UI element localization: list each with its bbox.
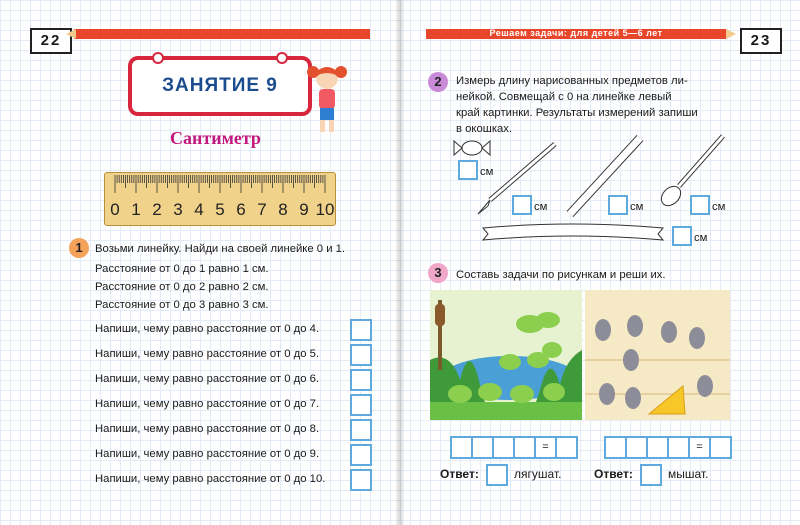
task-2-line: нейкой. Совмещай с 0 на линейке левый (456, 91, 672, 103)
pencil-tip-icon (66, 29, 76, 39)
ruler-digit: 8 (278, 200, 288, 219)
equation-row-mice (604, 436, 730, 459)
equals-sign: = (534, 436, 557, 459)
answer-box-mice[interactable] (640, 464, 662, 486)
book-spine (396, 0, 404, 525)
task-2-badge: 2 (428, 72, 448, 92)
ribbon-icon (478, 220, 668, 246)
answer-box[interactable] (350, 319, 372, 341)
measure-box-pen[interactable] (608, 195, 628, 215)
equation-cell[interactable] (709, 436, 732, 459)
answer-unit-mice: мышат. (668, 467, 709, 481)
ring-icon (276, 52, 288, 64)
equation-cell[interactable] (625, 436, 648, 459)
equation-cell[interactable] (555, 436, 578, 459)
equation-cell[interactable] (667, 436, 690, 459)
unit-label: см (480, 166, 494, 178)
task-2-line: Измерь длину нарисованных предметов ли- (456, 75, 688, 87)
answer-label: Ответ: (594, 467, 633, 481)
unit-label: см (630, 201, 644, 213)
measure-box-ribbon[interactable] (672, 226, 692, 246)
page-number-right: 23 (740, 28, 782, 54)
equation-row-frogs (450, 436, 576, 459)
answer-box[interactable] (350, 419, 372, 441)
frogs-picture (430, 290, 582, 420)
ruler-digit: 7 (257, 200, 267, 219)
answer-box[interactable] (350, 469, 372, 491)
question-text: Напиши, чему равно расстояние от 0 до 8. (95, 423, 320, 435)
task-1-line: Расстояние от 0 до 2 равно 2 см. (95, 281, 269, 293)
answer-box[interactable] (350, 444, 372, 466)
girl-illustration (306, 62, 348, 134)
ruler-digit: 1 (131, 200, 141, 219)
ring-icon (152, 52, 164, 64)
question-text: Напиши, чему равно расстояние от 0 до 5. (95, 348, 320, 360)
answer-box[interactable] (350, 344, 372, 366)
equation-cell[interactable] (646, 436, 669, 459)
ruler-digit: 4 (194, 200, 204, 219)
question-text: Напиши, чему равно расстояние от 0 до 10. (95, 473, 326, 485)
answer-box[interactable] (350, 369, 372, 391)
equation-cell[interactable] (604, 436, 627, 459)
equation-cell[interactable] (471, 436, 494, 459)
equation-cell[interactable] (492, 436, 515, 459)
pencil-tip-icon (726, 29, 736, 39)
ruler-digit: 3 (173, 200, 183, 219)
answer-box-frogs[interactable] (486, 464, 508, 486)
answer-unit-frogs: лягушат. (514, 467, 562, 481)
ruler-digit: 6 (236, 200, 246, 219)
series-header: Решаем задачи: для детей 5—6 лет (489, 28, 663, 38)
task-1-line: Расстояние от 0 до 3 равно 3 см. (95, 299, 269, 311)
topic-title: Сантиметр (170, 128, 261, 148)
equation-cell[interactable] (450, 436, 473, 459)
answer-frogs (440, 467, 479, 481)
ruler-digit: 0 (110, 200, 120, 219)
task-3-badge: 3 (428, 263, 448, 283)
task-1-line: Расстояние от 0 до 1 равно 1 см. (95, 263, 269, 275)
task-1-line: Возьми линейку. Найди на своей линейке 0 и 1. (95, 243, 346, 255)
measure-box-brush[interactable] (512, 195, 532, 215)
mice-picture (585, 290, 730, 420)
question-text: Напиши, чему равно расстояние от 0 до 6. (95, 373, 320, 385)
answer-label: Ответ: (440, 467, 479, 481)
task-2-line: край картинки. Результаты измерений запиши (456, 107, 698, 119)
page-number-left: 22 (30, 28, 72, 54)
pencil-header-left (74, 29, 370, 39)
pencil-header-right (426, 29, 726, 39)
ruler-digit: 2 (152, 200, 162, 219)
ruler-digit: 9 (299, 200, 309, 219)
unit-label: см (534, 201, 548, 213)
answer-mice (594, 467, 633, 481)
task-1-badge: 1 (69, 238, 89, 258)
lesson-title (128, 56, 312, 116)
question-text: Напиши, чему равно расстояние от 0 до 4. (95, 323, 320, 335)
task-2-line: в окошках. (456, 123, 513, 135)
task-3-text: Составь задачи по рисункам и реши их. (456, 269, 666, 281)
equation-cell[interactable] (513, 436, 536, 459)
answer-box[interactable] (350, 394, 372, 416)
question-text: Напиши, чему равно расстояние от 0 до 9. (95, 448, 320, 460)
question-text: Напиши, чему равно расстояние от 0 до 7. (95, 398, 320, 410)
equals-sign: = (688, 436, 711, 459)
frogs-illustration (430, 290, 582, 420)
unit-label: см (694, 232, 708, 244)
ruler-digit: 5 (215, 200, 225, 219)
unit-label: см (712, 201, 726, 213)
ruler-digit: 10 (315, 200, 335, 219)
measure-box-spoon[interactable] (690, 195, 710, 215)
mice-illustration (585, 290, 730, 420)
lesson-title-text: ЗАНЯТИЕ 9 (162, 75, 278, 96)
ruler-illustration (104, 172, 336, 226)
